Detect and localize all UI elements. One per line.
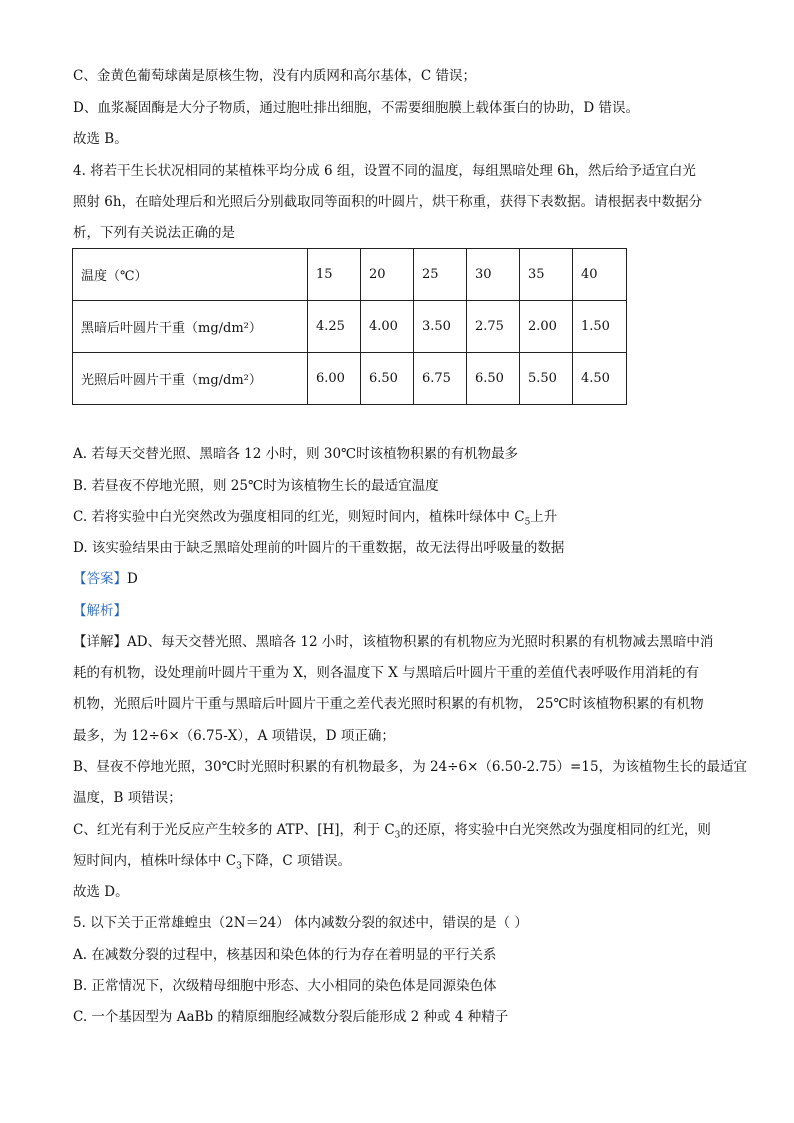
answer-tag: 【答案】 bbox=[73, 571, 127, 587]
table-cell: 5.50 bbox=[520, 353, 573, 405]
table-row-header: 黑暗后叶圆片干重（mg/dm²） bbox=[73, 301, 308, 353]
table-row bbox=[73, 249, 627, 301]
option-c-text: C. 若将实验中白光突然改为强度相同的红光，则短时间内，植株叶绿体中 C bbox=[73, 509, 525, 525]
question-5-stem: 5. 以下关于正常雄蝗虫（2N＝24） 体内减数分裂的叙述中，错误的是（ ） bbox=[73, 915, 528, 931]
subscript: 3 bbox=[236, 861, 242, 872]
table-cell: 2.00 bbox=[520, 301, 573, 353]
option-c bbox=[73, 508, 557, 532]
text-line: D、血浆凝固酶是大分子物质，通过胞吐排出细胞，不需要细胞膜上载体蛋白的协助，D 错误。 bbox=[73, 100, 639, 116]
q5-option-a: A. 在减数分裂的过程中，核基因和染色体的行为存在着明显的平行关系 bbox=[73, 947, 497, 963]
explanation-line: 机物，光照后叶圆片干重与黑暗后叶圆片干重之差代表光照时积累的有机物， 25℃时该植物积累的有机物 bbox=[73, 696, 704, 712]
explanation-line: 温度，B 项错误； bbox=[73, 790, 182, 806]
explanation-text-end: 的还原，将实验中白光突然改为强度相同的红光，则 bbox=[400, 822, 711, 838]
answer-value: D bbox=[127, 571, 138, 587]
data-table bbox=[72, 248, 627, 405]
option-d: D. 该实验结果由于缺乏黑暗处理前的叶圆片的干重数据，故无法得出呼吸量的数据 bbox=[73, 540, 565, 556]
q5-option-c: C. 一个基因型为 AaBb 的精原细胞经减数分裂后能形成 2 种或 4 种精子 bbox=[73, 1009, 509, 1025]
explanation-line: 最多，为 12÷6×（6.75-X），A 项错误，D 项正确； bbox=[73, 728, 395, 744]
explanation-line bbox=[73, 821, 711, 845]
table-cell: 4.25 bbox=[308, 301, 361, 353]
table-cell: 6.50 bbox=[467, 353, 520, 405]
table-cell: 20 bbox=[361, 249, 414, 301]
question-4-stem: 析，下列有关说法正确的是 bbox=[73, 225, 235, 241]
option-a: A. 若每天交替光照、黑暗各 12 小时，则 30℃时该植物积累的有机物最多 bbox=[73, 446, 519, 462]
explanation-line bbox=[73, 633, 713, 651]
answer-line bbox=[73, 570, 138, 588]
explanation-text: 短时间内，植株叶绿体中 C bbox=[73, 853, 237, 869]
option-c-text-end: 上升 bbox=[530, 509, 558, 525]
explanation-tag: 【详解】 bbox=[73, 634, 127, 650]
table-row bbox=[73, 353, 627, 405]
analysis-label: 【解析】 bbox=[73, 603, 127, 619]
table-row-header: 温度（℃） bbox=[73, 249, 308, 301]
table-cell: 30 bbox=[467, 249, 520, 301]
explanation-text: AD、每天交替光照、黑暗各 12 小时，该植物积累的有机物应为光照时积累的有机物减去黑暗中消 bbox=[127, 634, 714, 650]
explanation-line: 故选 D。 bbox=[73, 884, 129, 900]
explanation-text-end: 下降，C 项错误。 bbox=[241, 853, 351, 869]
table-cell: 1.50 bbox=[573, 301, 627, 353]
explanation-line bbox=[73, 852, 351, 876]
table-cell: 25 bbox=[414, 249, 467, 301]
explanation-line: B、昼夜不停地光照，30℃时光照时积累的有机物最多，为 24÷6×（6.50-2.75）=15，为该植物生长的最适宜 bbox=[73, 759, 748, 775]
table-cell: 3.50 bbox=[414, 301, 467, 353]
table-cell: 6.50 bbox=[361, 353, 414, 405]
text-line: 故选 B。 bbox=[73, 131, 128, 147]
table-row bbox=[73, 301, 627, 353]
q5-option-b: B. 正常情况下，次级精母细胞中形态、大小相同的染色体是同源染色体 bbox=[73, 978, 497, 994]
table-cell: 40 bbox=[573, 249, 627, 301]
option-b: B. 若昼夜不停地光照，则 25℃时为该植物生长的最适宜温度 bbox=[73, 478, 439, 494]
subscript: 3 bbox=[394, 830, 401, 841]
table-cell: 6.00 bbox=[308, 353, 361, 405]
question-4-stem: 照射 6h，在暗处理后和光照后分别截取同等面积的叶圆片，烘干称重，获得下表数据。请根据表中数据分 bbox=[73, 194, 703, 210]
table-cell: 4.50 bbox=[573, 353, 627, 405]
question-4-stem: 4. 将若干生长状况相同的某植株平均分成 6 组，设置不同的温度，每组黑暗处理 6h，然后给予适宜白光 bbox=[73, 163, 696, 179]
explanation-text: C、红光有利于光反应产生较多的 ATP、[H]，利于 C bbox=[73, 822, 395, 838]
subscript: 5 bbox=[524, 517, 531, 528]
table-row-header: 光照后叶圆片干重（mg/dm²） bbox=[73, 353, 308, 405]
explanation-line: 耗的有机物，设处理前叶圆片干重为 X，则各温度下 X 与黑暗后叶圆片干重的差值代表呼吸作用消耗的有 bbox=[73, 665, 700, 681]
table-cell: 15 bbox=[308, 249, 361, 301]
table-cell: 2.75 bbox=[467, 301, 520, 353]
table-cell: 35 bbox=[520, 249, 573, 301]
table-cell: 4.00 bbox=[361, 301, 414, 353]
text-line: C、金黄色葡萄球菌是原核生物，没有内质网和高尔基体，C 错误； bbox=[73, 68, 476, 84]
table-cell: 6.75 bbox=[414, 353, 467, 405]
analysis-tag bbox=[73, 602, 127, 620]
